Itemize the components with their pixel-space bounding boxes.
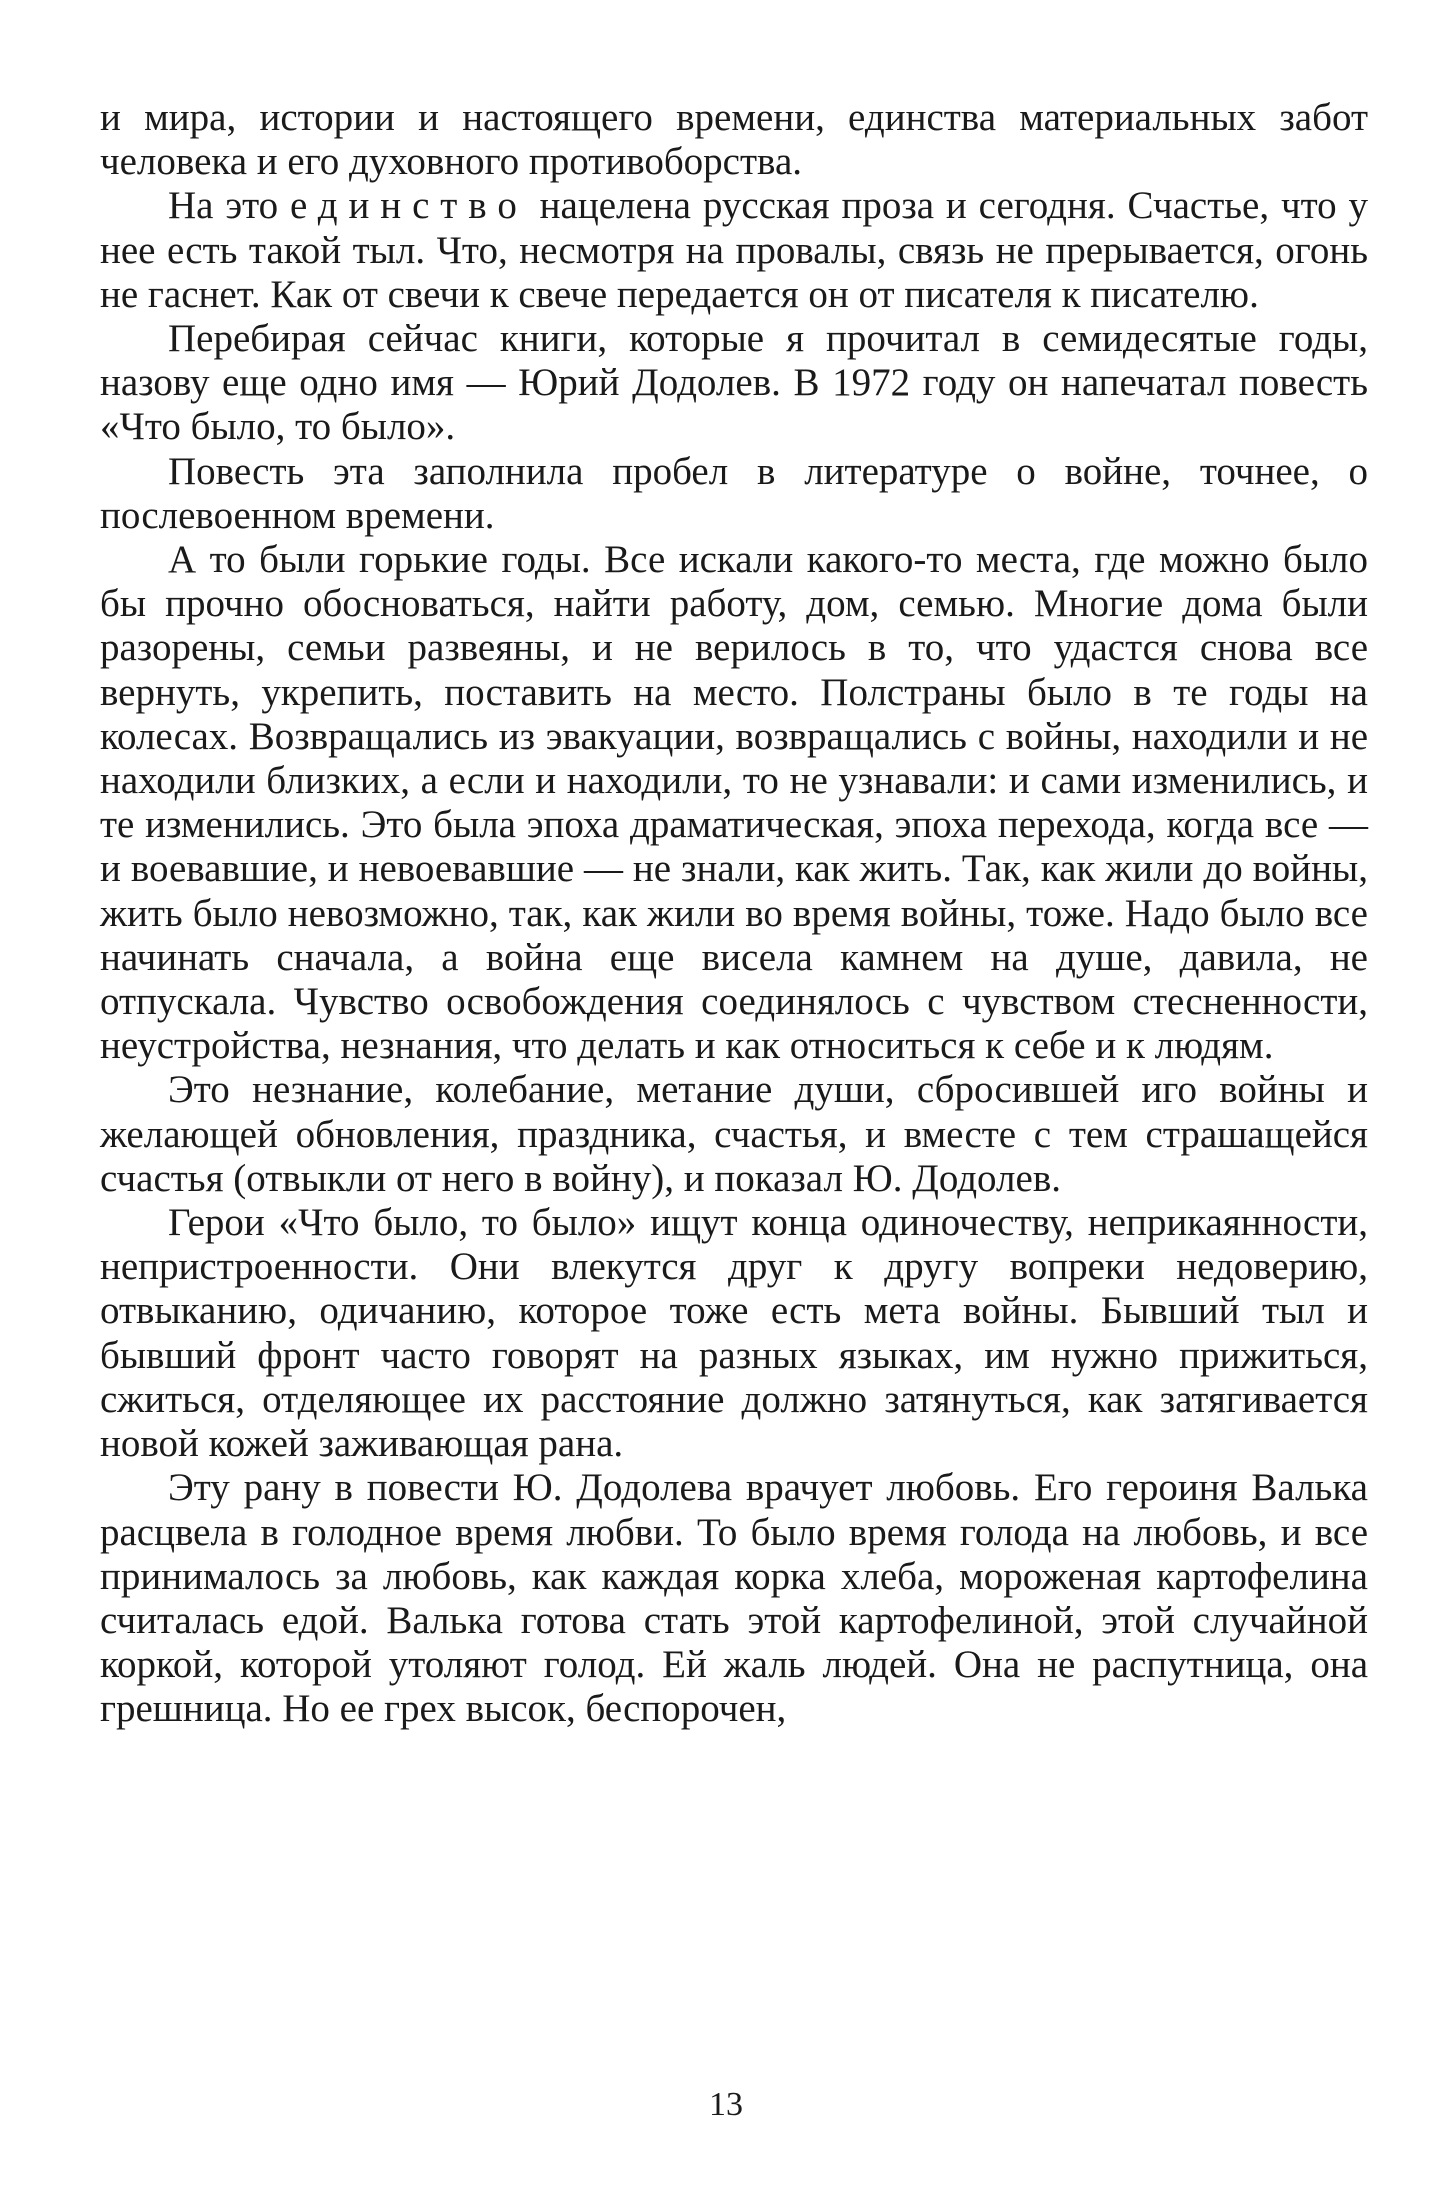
paragraph-2-rest: Счастье, что у нее есть такой тыл. Что, несмотря на провалы, связь не прерывается, огонь не гаснет. Как от свечи к свече передается он от писателя к писателю. (100, 184, 1369, 316)
page-body (100, 96, 1368, 1732)
paragraph-2-end: нацелена русская проза и сегодня. (527, 184, 1116, 228)
paragraph-2 (100, 184, 1368, 317)
paragraph-3: Перебирая сейчас книги, которые я прочитал в семидесятые годы, назову еще одно имя — Юрий Додолев. В 1972 году он напечатал повесть «Что было, то было». (100, 317, 1368, 449)
page-number: 13 (709, 2086, 743, 2123)
paragraph-1: и мира, истории и настоящего времени, единства материальных забот человека и его духовного противоборства. (100, 96, 1368, 184)
paragraph-6: Это незнание, колебание, метание души, сбросившей иго войны и желающей обновления, праздника, счастья, и вместе с тем страшащейся счастья (отвыкли от него в войну), и показал Ю. Додолев. (100, 1068, 1368, 1200)
paragraph-8: Эту рану в повести Ю. Додолева врачует любовь. Его героиня Валька расцвела в голодное время любви. То было время голода на любовь, и все принималось за любовь, как каждая корка хлеба, мороженая картофелина считалась едой. Валька готова стать этой картофелиной, этой случайной коркой, которой утоляют голод. Ей жаль людей. Она не распутница, она грешница. Но ее грех высок, беспорочен, (100, 1466, 1368, 1731)
paragraph-2-start: На это (168, 184, 291, 228)
paragraph-5: А то были горькие годы. Все искали какого-то места, где можно было бы прочно обосноваться, найти работу, дом, семью. Многие дома были разорены, семьи развеяны, и не верилось в то, что удастся снова все вернуть, укрепить, поставить на место. Полстраны было в те годы на колесах. Возвращались из эвакуации, возвращались с войны, находили и не находили близких, а если и находили, то не узнавали: и сами изменились, и те изменились. Это была эпоха драматическая, эпоха перехода, когда все — и воевавшие, и невоевавшие — не знали, как жить. Так, как жили до войны, жить было невозможно, так, как жили во время войны, тоже. Надо было все начинать сначала, а война еще висела камнем на душе, давила, не отпускала. Чувство освобождения соединялось с чувством стесненности, неустройства, незнания, что делать и как относиться к себе и к людям. (100, 538, 1368, 1068)
emphasis-unity: единство (290, 184, 528, 228)
paragraph-4: Повесть эта заполнила пробел в литературе о войне, точнее, о послевоенном времени. (100, 449, 1368, 537)
paragraph-7: Герои «Что было, то было» ищут конца одиночеству, неприкаянности, непристроенности. Они влекутся друг к другу вопреки недоверию, отвыканию, одичанию, которое тоже есть мета войны. Бывший тыл и бывший фронт часто говорят на разных языках, им нужно прижиться, сжиться, отделяющее их расстояние должно затянуться, как затягивается новой кожей заживающая рана. (100, 1201, 1368, 1466)
